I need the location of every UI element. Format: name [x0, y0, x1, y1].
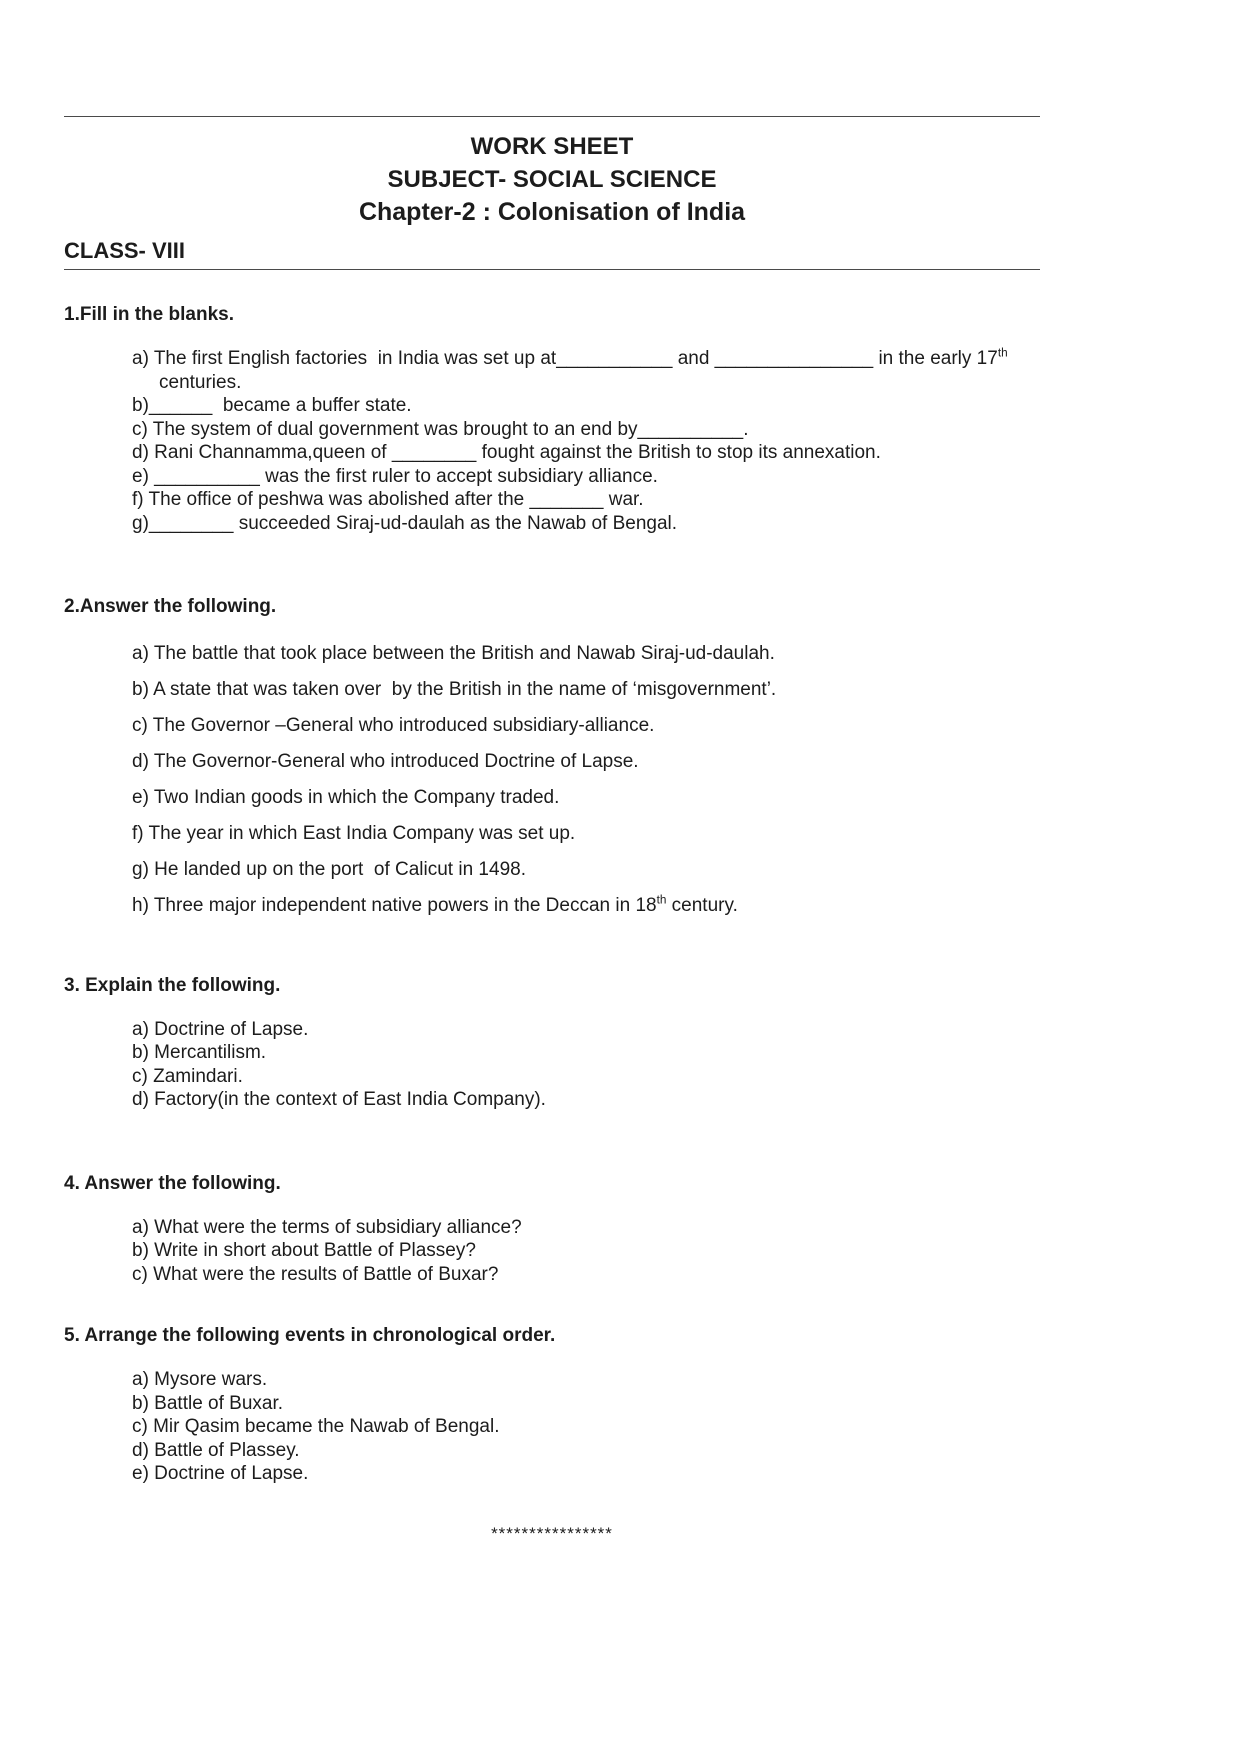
class-divider-rule	[64, 269, 1040, 270]
section-2-heading: 2.Answer the following.	[64, 596, 277, 617]
long-answer-item-b: b) Write in short about Battle of Plassey?	[132, 1240, 476, 1261]
long-answer-item-a: a) What were the terms of subsidiary alliance?	[132, 1216, 522, 1238]
section-1-heading: 1.Fill in the blanks.	[64, 304, 234, 325]
question-item-f: f) The year in which East India Company was set up.	[132, 823, 576, 844]
question-item-c: c) The Governor –General who introduced subsidiary-alliance.	[132, 715, 655, 736]
question-item-g: g) He landed up on the port of Calicut in 1498.	[132, 859, 526, 880]
chronology-item-e: e) Doctrine of Lapse.	[132, 1463, 309, 1484]
section-2-items	[132, 642, 1040, 918]
top-divider-rule	[64, 116, 1040, 117]
section-4-items	[132, 1216, 1040, 1287]
fill-blank-item-b: b)______ became a buffer state.	[132, 395, 412, 416]
fill-blank-item-g: g)________ succeeded Siraj-ud-daulah as the Nawab of Bengal.	[132, 512, 678, 534]
section-chronological-order	[64, 1324, 1040, 1486]
question-item-h	[132, 894, 1040, 918]
section-5-heading: 5. Arrange the following events in chronological order.	[64, 1325, 556, 1346]
superscript-th: th	[656, 893, 667, 907]
end-of-worksheet-marker: ****************	[491, 1523, 613, 1543]
subject-line: SUBJECT- SOCIAL SCIENCE	[387, 166, 717, 193]
fill-blank-item-e: e) __________ was the first ruler to accept subsidiary alliance.	[132, 465, 658, 487]
chronology-item-a: a) Mysore wars.	[132, 1369, 268, 1390]
long-answer-item-c: c) What were the results of Battle of Buxar?	[132, 1263, 499, 1285]
question-item-a: a) The battle that took place between the British and Nawab Siraj-ud-daulah.	[132, 643, 775, 664]
question-item-d: d) The Governor-General who introduced Doctrine of Lapse.	[132, 751, 639, 772]
item-text: century.	[666, 895, 738, 916]
superscript-th: th	[997, 346, 1008, 360]
chronology-item-b: b) Battle of Buxar.	[132, 1392, 284, 1414]
question-item-e: e) Two Indian goods in which the Company traded.	[132, 787, 560, 808]
item-text: centuries.	[159, 348, 1013, 393]
section-explain-the-following	[64, 974, 1040, 1112]
explain-item-b: b) Mercantilism.	[132, 1042, 267, 1063]
section-3-heading: 3. Explain the following.	[64, 974, 281, 996]
section-answer-the-following-4	[64, 1172, 1040, 1287]
chapter-line: Chapter-2 : Colonisation of India	[358, 198, 746, 226]
section-1-items	[132, 347, 1040, 535]
class-label: CLASS- VIII	[64, 238, 186, 263]
explain-item-a: a) Doctrine of Lapse.	[132, 1018, 309, 1040]
explain-item-c: c) Zamindari.	[132, 1065, 243, 1087]
item-text: a) The first English factories in India was set up at___________ and _______________ in the early 17	[132, 348, 998, 369]
section-answer-the-following-2	[64, 595, 1040, 918]
worksheet-title: WORK SHEET	[470, 133, 634, 160]
section-5-items	[132, 1368, 1040, 1486]
chronology-item-c: c) Mir Qasim became the Nawab of Bengal.	[132, 1416, 500, 1437]
fill-blank-item-f: f) The office of peshwa was abolished after the _______ war.	[132, 489, 644, 510]
explain-item-d: d) Factory(in the context of East India Company).	[132, 1089, 546, 1110]
fill-blank-item-a	[132, 347, 1040, 394]
document-header	[64, 130, 1040, 229]
fill-blank-item-c: c) The system of dual government was brought to an end by__________.	[132, 418, 749, 440]
question-item-b: b) A state that was taken over by the British in the name of ‘misgovernment’.	[132, 679, 777, 700]
fill-blank-item-d: d) Rani Channamma,queen of ________ fought against the British to stop its annexation.	[132, 442, 881, 463]
item-text: h) Three major independent native powers in the Deccan in 18	[132, 895, 657, 916]
section-3-items	[132, 1018, 1040, 1112]
chronology-item-d: d) Battle of Plassey.	[132, 1439, 300, 1461]
section-fill-in-the-blanks	[64, 303, 1040, 535]
section-4-heading: 4. Answer the following.	[64, 1172, 281, 1194]
